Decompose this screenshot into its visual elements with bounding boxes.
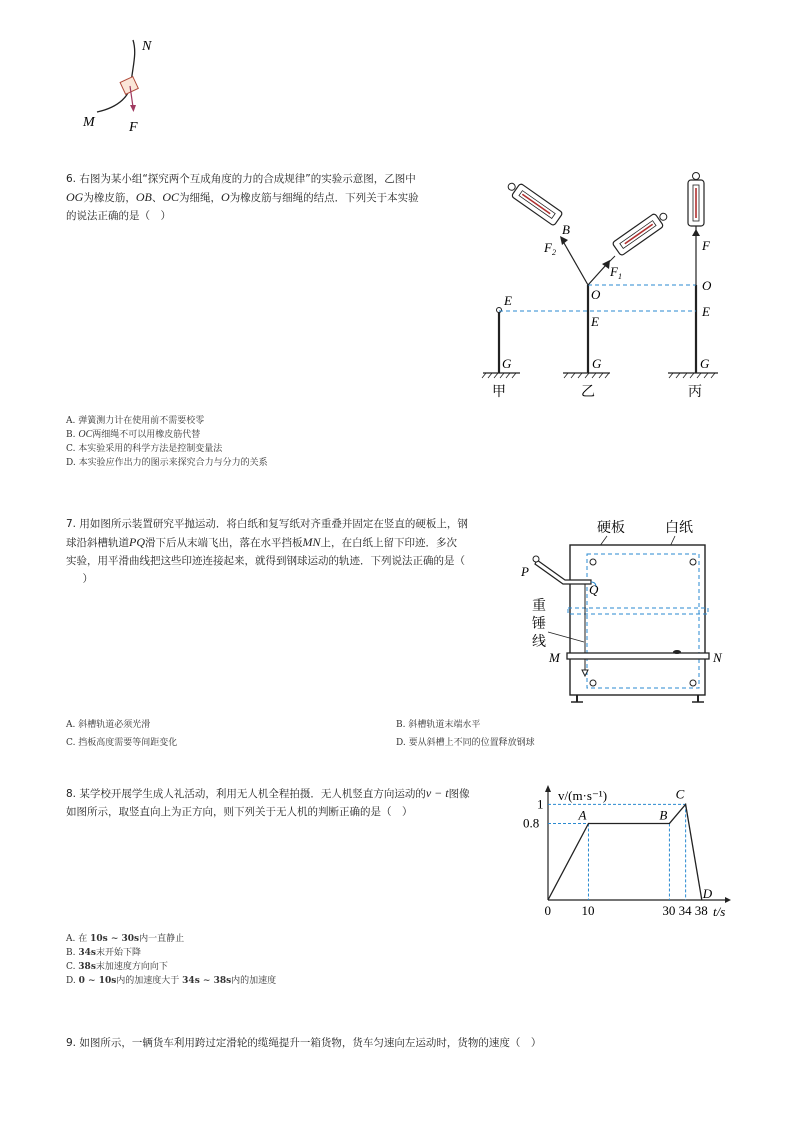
label-n: N [142, 39, 152, 54]
svg-text:丙: 丙 [688, 385, 702, 400]
svg-text:Q: Q [589, 582, 599, 597]
q8-option-b[interactable]: B. 34s末开始下降 [66, 948, 141, 958]
svg-text:锤: 锤 [532, 617, 546, 632]
svg-text:N: N [713, 650, 722, 665]
svg-text:甲: 甲 [492, 385, 506, 400]
q7-stem: 7. 用如图所示装置研究平抛运动．将白纸和复写纸对齐重叠并固定在竖直的硬板上，钢 球沿斜槽轨道PQ滑下后从末端飞出，落在水平挡板MN上，在白纸上留下印迹．多次 实验，用平滑曲线把这些印迹连接起来，就得到钢球运动的轨迹．下列说法正确的是（ ） [66, 518, 468, 585]
svg-text:G: G [700, 356, 710, 371]
q7-options [66, 718, 726, 750]
svg-text:E: E [591, 314, 599, 329]
svg-text:O: O [702, 278, 712, 293]
svg-text:线: 线 [532, 635, 546, 650]
spring-scale-b [504, 178, 563, 226]
q9-stem: 9. 如图所示，一辆货车利用跨过定滑轮的缆绳提升一箱货物，货车匀速向左运动时，货物的速度（ ） [66, 1037, 542, 1049]
curve-mn [97, 40, 135, 112]
svg-text:F: F [702, 238, 710, 253]
svg-text:硬板: 硬板 [597, 521, 625, 536]
svg-text:乙: 乙 [581, 385, 595, 400]
x-axis-label: t/s [713, 904, 726, 919]
block [120, 77, 138, 95]
spring-scale-bing [688, 173, 704, 286]
label-f: F [129, 120, 138, 135]
q6-option-b[interactable]: B. OC两细绳不可以用橡皮筋代替 [66, 429, 201, 440]
point-label-a: A [578, 807, 587, 823]
q8-option-d[interactable]: D. 0 ∼ 10s内的加速度大于 34s ∼ 38s内的加速度 [66, 976, 277, 986]
q7-option-a[interactable]: A. 斜槽轨道必须光滑 [66, 720, 151, 730]
top-figure [75, 35, 175, 135]
q7-option-c[interactable]: C. 挡板高度需要等间距变化 [66, 738, 178, 748]
svg-text:白纸: 白纸 [665, 521, 693, 536]
q8-option-a[interactable]: A. 在 10s ∼ 30s内一直静止 [66, 934, 185, 944]
svg-text:E: E [702, 304, 710, 319]
point-label-d: D [702, 886, 713, 901]
svg-text:E: E [504, 293, 512, 308]
svg-text:M: M [549, 650, 560, 665]
x-tick-label: 30 [662, 903, 676, 918]
q8-vt-chart [520, 784, 740, 919]
x-tick-label: 34 [678, 903, 692, 918]
label-m: M [83, 115, 95, 130]
svg-text:F1: $F_1$ [610, 264, 622, 281]
x-tick-label: 0 [544, 903, 551, 918]
svg-text:重: 重 [532, 599, 546, 614]
q6-stem: 6. 右图为某小组“探究两个互成角度的力的合成规律”的实验示意图，乙图中 OG为橡皮筋，OB、OC为细绳，O为橡皮筋与细绳的结点．下列关于本实验 的说法正确的是（ ） [66, 173, 419, 222]
y-tick-label: 0.8 [523, 815, 540, 831]
q7-option-b[interactable]: B. 斜槽轨道末端水平 [396, 720, 481, 730]
svg-text:G: G [502, 356, 512, 371]
svg-text:B: B [562, 222, 570, 237]
y-axis-label: v/(m·s⁻¹) [558, 788, 608, 803]
q6-figure [478, 168, 738, 408]
svg-text:O: O [591, 287, 601, 302]
x-tick-label: 10 [581, 903, 595, 918]
q8-stem: 8. 某学校开展学生成人礼活动，利用无人机全程拍摄．无人机竖直方向运动的v − t图像 如图所示，取竖直向上为正方向，则下列关于无人机的判断正确的是（ ） [66, 786, 470, 818]
q8-option-c[interactable]: C. 38s末加速度方向向下 [66, 962, 168, 972]
x-tick-label: 38 [694, 903, 708, 918]
svg-text:F2: $F_2$ [544, 240, 556, 257]
spring-scale-c [612, 208, 671, 256]
svg-text:P: P [521, 564, 529, 579]
q6-option-a[interactable]: A. 弹簧测力计在使用前不需要校零 [66, 416, 205, 426]
y-tick-label: 1 [537, 796, 544, 812]
q7-option-d[interactable]: D. 要从斜槽上不同的位置释放钢球 [396, 738, 535, 748]
q6-option-d[interactable]: D. 本实验应作出力的图示来探究合力与分力的关系 [66, 458, 268, 468]
point-label-c: C [675, 786, 685, 802]
q8-options [66, 932, 276, 988]
q6-option-c[interactable]: C. 本实验采用的科学方法是控制变量法 [66, 444, 223, 454]
q7-figure [515, 512, 745, 712]
vt-line [548, 804, 702, 900]
point-label-b: B [659, 807, 668, 823]
svg-text:G: G [592, 356, 602, 371]
q6-options [66, 414, 268, 470]
